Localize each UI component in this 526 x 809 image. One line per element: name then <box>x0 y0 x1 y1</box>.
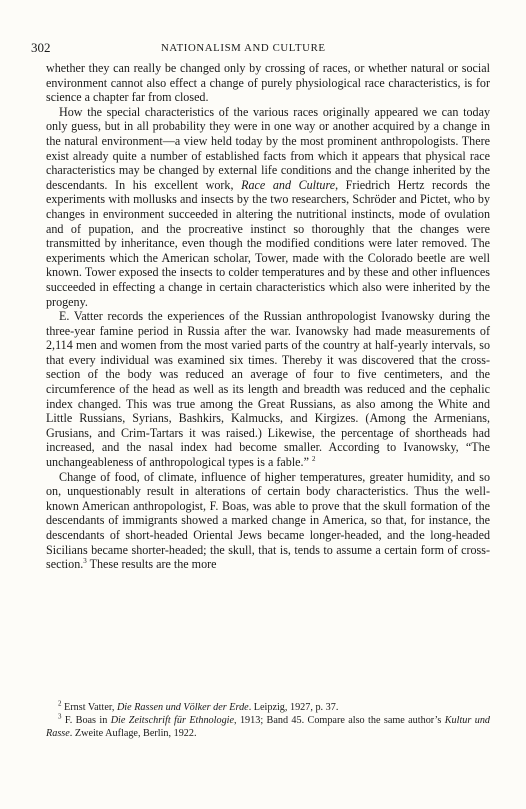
text-run: How the special characteristics of the various races originally appeared we can today only guess, but in all probability they were in one way or another acquired by a change in the natural environment—a view held today by the most prominent anthropologists. There exist already quite a number of established facts from which it appears that physical race characteristics may be changed by external life conditions and the change inherited by the descendants. In his excellent work, <box>46 104 490 192</box>
body-text <box>46 61 490 572</box>
text-run: whether they can really be changed only by crossing of races, or whether natural or social environment cannot also effect a change of purely physiological race characteristics, is for science a chapter far from closed. <box>46 61 490 105</box>
text-run: . Zweite Auflage, Berlin, 1922. <box>69 728 197 739</box>
paragraph <box>46 105 490 309</box>
footnote <box>46 714 490 740</box>
italic-title: Die Rassen und Völker der Erde <box>116 702 249 713</box>
paragraph <box>46 309 490 470</box>
italic-title: Kultur und Rasse <box>46 715 491 739</box>
text-run: These results are the more <box>86 557 217 572</box>
footnote-marker: 3 <box>58 712 62 721</box>
paragraph <box>46 470 490 572</box>
page-number: 302 <box>31 40 51 55</box>
text-run: Change of food, of climate, influence of higher temperatures, greater humidity, and so on, unquestionably result in alterations of certain body characteristics. Thus the well-known American anthropologist, F. Boas, was able to prove that the skull formation of the descendants of immigrants showed a marked change in America, so that, for instance, the descendants of short-headed Oriental Jews became longer-headed, and the long-headed Sicilians became shorter-headed; the skull, that is, tends to assume a certain form of cross-section. <box>46 469 490 572</box>
text-run: Ernst Vatter, <box>61 702 117 713</box>
page-header <box>31 40 481 56</box>
footnote-marker: 2 <box>311 455 316 463</box>
text-run: F. Boas in <box>61 715 111 726</box>
text-run: . Leipzig, 1927, p. 37. <box>248 702 339 713</box>
paragraph <box>46 61 490 105</box>
footnote <box>46 701 490 714</box>
text-run: , Friedrich Hertz records the experiments with mollusks and insects by the two researchers, Schröder and Pictet, who by changes in environment succeeded in altering the nutritional instincts, mode of ovulation and of pupation, and the procreative instinct so thoroughly that the changes were transmitted by inheritance, even though the modified conditions were later removed. The experiments which the American scholar, Tower, made with the Colorado beetle are well known. Tower exposed the insects to colder temperatures and by these and other influences succeeded in effecting a change in certain characteristics which also were inherited by the progeny. <box>46 177 490 309</box>
text-run: E. Vatter records the experiences of the Russian anthropologist Ivanowsky during the three-year famine period in Russia after the war. Ivanowsky had made measurements of 2,114 men and women from the most varied parts of the country at half-yearly intervals, so that every individual was examined six times. Thereby it was discovered that the cross-section of the body was reduced an average of four to five centimeters, and the circumference of the head as well as its length and breadth was reduced and the cephalic index changed. This was true among the Great Russians, as also among the White and Little Russians, Syrians, Bashkirs, Kalmucks, and Kirgizes. (Among the Armenians, Grusians, and Crim-Tartars it was raised.) Likewise, the percentage of shortheads had increased, and the nasal index had become smaller. According to Ivanowsky, “The unchangeableness of anthropological types is a fable.” <box>46 309 490 470</box>
text-run: , 1913; Band 45. Compare also the same author’s <box>234 715 445 726</box>
running-title: NATIONALISM AND CULTURE <box>161 42 326 54</box>
italic-title: Die Zeitschrift für Ethnologie <box>110 715 235 726</box>
footnotes <box>46 701 490 740</box>
italic-title: Race and Culture <box>241 177 336 192</box>
footnote-marker: 2 <box>58 699 62 708</box>
footnote-marker: 3 <box>83 557 87 566</box>
